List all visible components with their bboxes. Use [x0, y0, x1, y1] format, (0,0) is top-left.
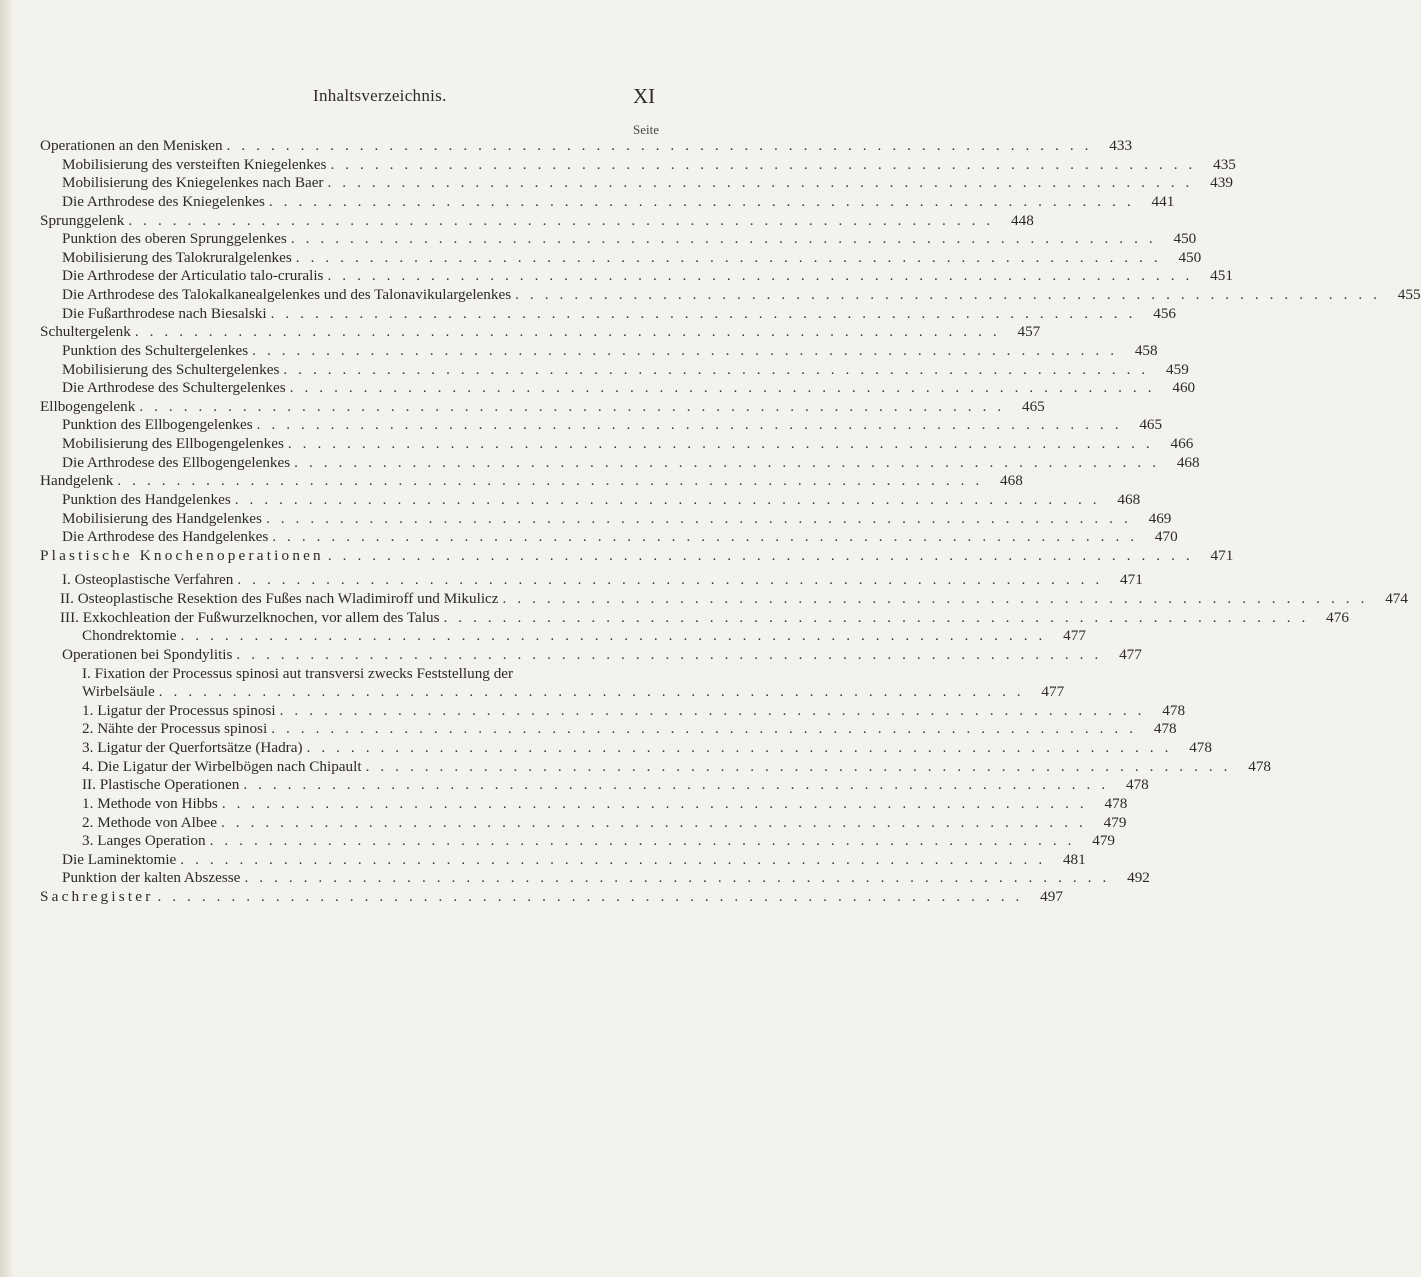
toc-entry: [40, 571, 1143, 590]
toc-entry: [40, 590, 1408, 609]
toc-entry-page: 479: [1092, 832, 1116, 850]
dot-leader: . . . . . . . . . . . . . . . . . . . . . . . . . . . . . . . . . . . . . . . . . . . . . . . . . . . . . . . . . . .: [243, 776, 1109, 794]
toc-entry: [40, 174, 1233, 193]
dot-leader: . . . . . . . . . . . . . . . . . . . . . . . . . . . . . . . . . . . . . . . . . . . . . . . . . . . . . . . . . . .: [279, 701, 1146, 719]
page-number: XI: [633, 84, 656, 108]
toc-entry: [40, 304, 1176, 324]
toc-entry: [40, 416, 1163, 435]
toc-entry: [40, 248, 1202, 268]
toc-entry-page: 451: [1210, 267, 1233, 285]
dot-leader: . . . . . . . . . . . . . . . . . . . . . . . . . . . . . . . . . . . . . . . . . . . . . . . . . . . . . . . . . . .: [226, 137, 1093, 154]
toc-entry: [40, 888, 1063, 907]
toc-entry-title: Chondrektomie: [82, 627, 177, 645]
toc-entry-page: 492: [1127, 869, 1150, 887]
dot-leader: . . . . . . . . . . . . . . . . . . . . . . . . . . . . . . . . . . . . . . . . . . . . . . . . . . . . . . . . . . .: [265, 509, 1132, 527]
toc-entry-title: Die Arthrodese des Kniegelenkes: [62, 192, 265, 210]
toc-entry-title: Punktion des Handgelenkes: [62, 490, 231, 508]
toc-entry-title: I. Osteoplastische Verfahren: [62, 571, 234, 589]
toc-entry-page: 469: [1148, 509, 1172, 527]
dot-leader: . . . . . . . . . . . . . . . . . . . . . . . . . . . . . . . . . . . . . . . . . . . . . . . . . . . . . . . . . . .: [327, 174, 1193, 192]
dot-leader: . . . . . . . . . . . . . . . . . . . . . . . . . . . . . . . . . . . . . . . . . . . . . . . . . . . . . . . . . . .: [221, 794, 1088, 812]
toc-entry-title: Mobilisierung des Talokruralgelenkes: [62, 248, 292, 266]
toc-entry-title: Die Arthrodese des Handgelenkes: [62, 528, 269, 546]
dot-leader: . . . . . . . . . . . . . . . . . . . . . . . . . . . . . . . . . . . . . . . . . . . . . . . . . . . . . . . . . . .: [306, 739, 1172, 756]
toc-entry-title: Die Arthrodese der Articulatio talo-cruralis: [62, 267, 324, 285]
toc-entry-title: Die Fußarthrodese nach Biesalski: [62, 304, 267, 322]
toc-entry-title: Punktion der kalten Abszesse: [62, 869, 241, 887]
dot-leader: . . . . . . . . . . . . . . . . . . . . . . . . . . . . . . . . . . . . . . . . . . . . . . . . . . . . . . . . . . .: [134, 323, 1001, 341]
dot-leader: . . . . . . . . . . . . . . . . . . . . . . . . . . . . . . . . . . . . . . . . . . . . . . . . . . . . . . . . . . .: [157, 888, 1023, 905]
dot-leader: . . . . . . . . . . . . . . . . . . . . . . . . . . . . . . . . . . . . . . . . . . . . . . . . . . . . . . . . . . .: [220, 813, 1087, 831]
toc-entry-title: 2. Methode von Albee: [82, 813, 217, 831]
toc-entry-title: Mobilisierung des versteiften Kniegelenkes: [62, 155, 327, 173]
toc-entry-title: Mobilisierung des Handgelenkes: [62, 509, 262, 527]
dot-leader: . . . . . . . . . . . . . . . . . . . . . . . . . . . . . . . . . . . . . . . . . . . . . . . . . . . . . . . . . . .: [327, 267, 1193, 285]
dot-leader: . . . . . . . . . . . . . . . . . . . . . . . . . . . . . . . . . . . . . . . . . . . . . . . . . . . . . . . . . . .: [256, 416, 1123, 434]
toc-entry-page: 460: [1172, 379, 1196, 397]
toc-entry: [40, 645, 1142, 665]
dot-leader: . . . . . . . . . . . . . . . . . . . . . . . . . . . . . . . . . . . . . . . . . . . . . . . . . . . . . . . . . . .: [327, 546, 1194, 564]
toc-entry: [40, 286, 1421, 305]
dot-leader: . . . . . . . . . . . . . . . . . . . . . . . . . . . . . . . . . . . . . . . . . . . . . . . . . . . . . . . . . . .: [128, 211, 994, 229]
toc-entry: [40, 683, 1065, 702]
toc-entry-title: Mobilisierung des Kniegelenkes nach Baer: [62, 174, 324, 192]
toc-entry-page: 468: [1000, 472, 1023, 490]
toc-entry-page: 478: [1104, 794, 1128, 812]
dot-leader: . . . . . . . . . . . . . . . . . . . . . . . . . . . . . . . . . . . . . . . . . . . . . . . . . . . . . . . . . . .: [294, 453, 1160, 471]
toc-entry-title: Mobilisierung des Ellbogengelenkes: [62, 435, 284, 452]
toc-entry-page: 478: [1125, 776, 1149, 794]
toc-entry: [40, 379, 1196, 398]
toc-entry: [40, 528, 1178, 547]
toc-entry: [40, 794, 1128, 814]
toc-entry: [40, 776, 1149, 795]
toc-entry: [40, 192, 1175, 212]
dot-leader: . . . . . . . . . . . . . . . . . . . . . . . . . . . . . . . . . . . . . . . . . . . . . . . . . . . . . . . . . . .: [268, 192, 1135, 210]
toc-entry-page: 450: [1178, 248, 1202, 266]
toc-entry-title: Handgelenk: [40, 472, 114, 490]
toc-entry-title: 1. Methode von Hibbs: [82, 794, 218, 812]
toc-entry-page: 479: [1103, 813, 1127, 831]
toc-entry-page: 433: [1109, 137, 1133, 154]
toc-entry-page: 478: [1153, 720, 1177, 738]
toc-entry: [40, 627, 1086, 646]
toc-entry-page: 481: [1062, 850, 1086, 868]
dot-leader: . . . . . . . . . . . . . . . . . . . . . . . . . . . . . . . . . . . . . . . . . . . . . . . . . . . . . . . . . . .: [289, 379, 1156, 397]
toc-entry: [40, 323, 1041, 342]
dot-leader: . . . . . . . . . . . . . . . . . . . . . . . . . . . . . . . . . . . . . . . . . . . . . . . . . . . . . . . . . . .: [236, 645, 1102, 663]
toc-entry-title: III. Exkochleation der Fußwurzelknochen, vor allem des Talus: [60, 608, 440, 626]
toc-entry: [40, 453, 1200, 473]
dot-leader: . . . . . . . . . . . . . . . . . . . . . . . . . . . . . . . . . . . . . . . . . . . . . . . . . . . . . . . . . . .: [271, 720, 1137, 738]
toc-entry-page: 458: [1134, 341, 1158, 359]
toc-entry-title: Sprunggelenk: [40, 211, 125, 229]
toc-entry: [40, 546, 1234, 566]
toc-entry-page: 477: [1063, 627, 1086, 645]
toc-entry-title: 3. Langes Operation: [82, 832, 206, 850]
toc-entry: [40, 739, 1212, 758]
toc-entry-page: 477: [1041, 683, 1065, 701]
toc-entry-page: 456: [1153, 304, 1176, 322]
toc-entry-title: Wirbelsäule: [82, 683, 155, 701]
dot-leader: . . . . . . . . . . . . . . . . . . . . . . . . . . . . . . . . . . . . . . . . . . . . . . . . . . . . . . . . . . .: [283, 360, 1149, 378]
toc-entry-title: Punktion des oberen Sprunggelenkes: [62, 230, 287, 248]
dot-leader: . . . . . . . . . . . . . . . . . . . . . . . . . . . . . . . . . . . . . . . . . . . . . . . . . . . . . . . . . . .: [295, 248, 1162, 266]
dot-leader: . . . . . . . . . . . . . . . . . . . . . . . . . . . . . . . . . . . . . . . . . . . . . . . . . . . . . . . . . . .: [502, 590, 1368, 607]
page-header: [0, 86, 800, 116]
toc-entry-page: 441: [1151, 192, 1175, 210]
dot-leader: . . . . . . . . . . . . . . . . . . . . . . . . . . . . . . . . . . . . . . . . . . . . . . . . . . . . . . . . . . .: [443, 608, 1309, 626]
toc-entry: [40, 490, 1141, 510]
dot-leader: . . . . . . . . . . . . . . . . . . . . . . . . . . . . . . . . . . . . . . . . . . . . . . . . . . . . . . . . . . .: [365, 757, 1232, 775]
toc-entry-title: Operationen an den Menisken: [40, 137, 223, 154]
toc-entry-page: 470: [1154, 528, 1178, 546]
toc-entry-page: 478: [1248, 757, 1272, 775]
toc-entry-title: Punktion des Schultergelenkes: [62, 341, 249, 359]
toc-entry: [40, 435, 1194, 454]
toc-entry-page: 468: [1176, 453, 1200, 471]
dot-leader: . . . . . . . . . . . . . . . . . . . . . . . . . . . . . . . . . . . . . . . . . . . . . . . . . . . . . . . . . . .: [180, 627, 1046, 645]
toc-entry: [40, 360, 1189, 380]
toc-entry: [40, 720, 1177, 739]
dot-leader: . . . . . . . . . . . . . . . . . . . . . . . . . . . . . . . . . . . . . . . . . . . . . . . . . . . . . . . . . . .: [139, 397, 1005, 415]
toc-entry-title: II. Plastische Operationen: [82, 776, 240, 794]
toc-entry-page: 459: [1166, 360, 1189, 378]
toc-entry-title: I. Fixation der Processus spinosi aut transversi zwecks Feststellung der: [82, 664, 514, 682]
toc-entry-title: Punktion des Ellbogengelenkes: [62, 416, 253, 434]
toc-entry-title: Sachregister: [40, 888, 154, 905]
toc-entry-page: 457: [1017, 323, 1041, 341]
toc-entry: [40, 472, 1023, 491]
toc-entry-title: Die Arthrodese des Schultergelenkes: [62, 379, 286, 397]
table-of-contents: [40, 137, 1421, 907]
running-title: Inhaltsverzeichnis.: [313, 86, 447, 105]
page-column-label: Seite: [633, 122, 659, 137]
toc-entry: [40, 665, 654, 684]
toc-entry: [40, 757, 1272, 777]
dot-leader: . . . . . . . . . . . . . . . . . . . . . . . . . . . . . . . . . . . . . . . . . . . . . . . . . . . . . . . . . . .: [287, 435, 1154, 452]
toc-entry-page: 476: [1326, 608, 1349, 626]
dot-leader: . . . . . . . . . . . . . . . . . . . . . . . . . . . . . . . . . . . . . . . . . . . . . . . . . . . . . . . . . . .: [330, 155, 1196, 173]
toc-entry: [40, 608, 1349, 628]
toc-entry-title: Die Arthrodese des Talokalkanealgelenkes und des Talonavikulargelenkes: [62, 286, 512, 303]
toc-entry: [40, 509, 1172, 529]
toc-entry-page: 450: [1173, 230, 1197, 248]
toc-entry-page: 477: [1119, 645, 1142, 663]
toc-entry-title: Ellbogengelenk: [40, 397, 136, 415]
toc-entry-page: 435: [1213, 155, 1236, 173]
toc-entry-title: Operationen bei Spondylitis: [62, 645, 233, 663]
toc-entry: [40, 869, 1150, 888]
toc-entry-title: 1. Ligatur der Processus spinosi: [82, 701, 276, 719]
dot-leader: . . . . . . . . . . . . . . . . . . . . . . . . . . . . . . . . . . . . . . . . . . . . . . . . . . . . . . . . . . .: [158, 683, 1025, 701]
toc-entry: [40, 341, 1158, 361]
toc-entry-title: Die Arthrodese des Ellbogengelenkes: [62, 453, 291, 471]
toc-entry: [40, 397, 1045, 417]
dot-leader: . . . . . . . . . . . . . . . . . . . . . . . . . . . . . . . . . . . . . . . . . . . . . . . . . . . . . . . . . . .: [290, 230, 1157, 248]
toc-entry: [40, 155, 1236, 175]
toc-entry: [40, 137, 1133, 156]
toc-entry-page: 478: [1162, 701, 1186, 719]
toc-entry-page: 455: [1397, 286, 1421, 303]
toc-entry-title: Plastische Knochenoperationen: [40, 546, 324, 564]
toc-entry: [40, 701, 1186, 721]
toc-entry-title: 3. Ligatur der Querfortsätze (Hadra): [82, 739, 303, 756]
toc-entry-title: II. Osteoplastische Resektion des Fußes nach Wladimiroff und Mikulicz: [60, 590, 499, 607]
toc-entry-page: 471: [1120, 571, 1143, 589]
dot-leader: . . . . . . . . . . . . . . . . . . . . . . . . . . . . . . . . . . . . . . . . . . . . . . . . . . . . . . . . . . .: [244, 869, 1110, 887]
toc-entry-page: 468: [1117, 490, 1141, 508]
dot-leader: . . . . . . . . . . . . . . . . . . . . . . . . . . . . . . . . . . . . . . . . . . . . . . . . . . . . . . . . . . .: [117, 472, 983, 490]
dot-leader: . . . . . . . . . . . . . . . . . . . . . . . . . . . . . . . . . . . . . . . . . . . . . . . . . . . . . . . . . . .: [270, 304, 1136, 322]
toc-entry: [40, 230, 1197, 249]
toc-entry-title: Schultergelenk: [40, 323, 131, 341]
scan-page-edge: [0, 0, 14, 1277]
toc-entry: [40, 832, 1116, 851]
toc-entry-title: Mobilisierung des Schultergelenkes: [62, 360, 280, 378]
dot-leader: . . . . . . . . . . . . . . . . . . . . . . . . . . . . . . . . . . . . . . . . . . . . . . . . . . . . . . . . . . .: [252, 341, 1118, 359]
toc-entry-page: 474: [1385, 590, 1408, 607]
dot-leader: . . . . . . . . . . . . . . . . . . . . . . . . . . . . . . . . . . . . . . . . . . . . . . . . . . . . . . . . . . .: [180, 850, 1046, 868]
toc-entry: [40, 850, 1086, 870]
toc-entry: [40, 211, 1034, 231]
dot-leader: . . . . . . . . . . . . . . . . . . . . . . . . . . . . . . . . . . . . . . . . . . . . . . . . . . . . . . . . . . .: [272, 528, 1138, 546]
toc-entry: [40, 813, 1127, 833]
dot-leader: . . . . . . . . . . . . . . . . . . . . . . . . . . . . . . . . . . . . . . . . . . . . . . . . . . . . . . . . . . .: [209, 832, 1076, 850]
dot-leader: . . . . . . . . . . . . . . . . . . . . . . . . . . . . . . . . . . . . . . . . . . . . . . . . . . . . . . . . . . .: [234, 490, 1101, 508]
toc-entry-page: 448: [1011, 211, 1034, 229]
dot-leader: . . . . . . . . . . . . . . . . . . . . . . . . . . . . . . . . . . . . . . . . . . . . . . . . . . . . . . . . . . .: [515, 286, 1381, 303]
toc-entry-title: Die Laminektomie: [62, 850, 177, 868]
toc-entry-page: 478: [1189, 739, 1212, 756]
toc-entry-title: 4. Die Ligatur der Wirbelbögen nach Chipault: [82, 757, 362, 775]
toc-entry-page: 471: [1210, 546, 1234, 564]
dot-leader: . . . . . . . . . . . . . . . . . . . . . . . . . . . . . . . . . . . . . . . . . . . . . . . . . . . . . . . . . . .: [237, 571, 1103, 589]
toc-entry-page: 439: [1210, 174, 1233, 192]
toc-entry: [40, 267, 1233, 286]
toc-entry-page: 497: [1040, 888, 1063, 905]
toc-entry-title: 2. Nähte der Processus spinosi: [82, 720, 268, 738]
toc-entry-page: 465: [1139, 416, 1163, 434]
toc-entry-page: 465: [1021, 397, 1045, 415]
toc-entry-page: 466: [1170, 435, 1194, 452]
